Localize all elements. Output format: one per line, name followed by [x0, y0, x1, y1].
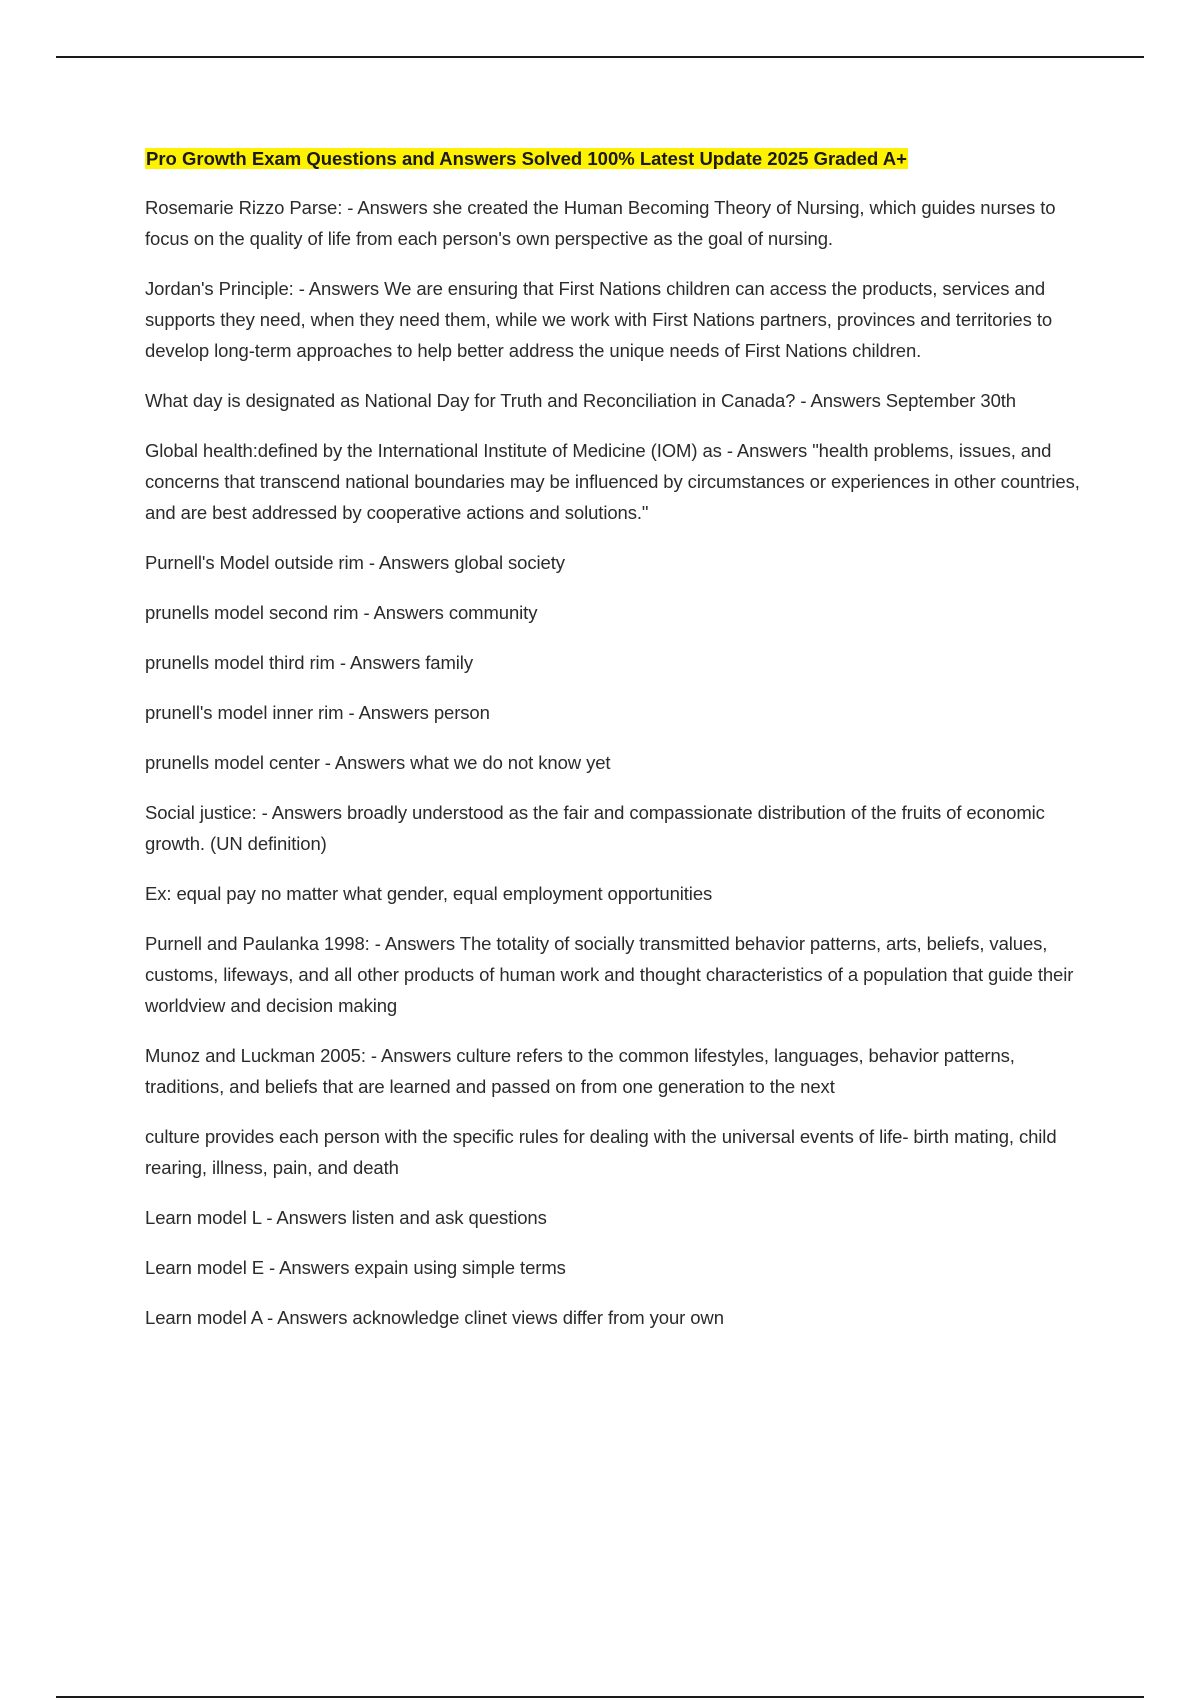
qa-entry: prunells model third rim - Answers family — [145, 652, 473, 673]
qa-entry: Social justice: - Answers broadly understood as the fair and compassionate distribution of the fruits of economic growth. (UN definition) — [145, 802, 1045, 854]
qa-entry: Rosemarie Rizzo Parse: - Answers she created the Human Becoming Theory of Nursing, which guides nurses to focus on the quality of life from each person's own perspective as the goal of nursing. — [145, 197, 1056, 249]
qa-entry: prunells model center - Answers what we do not know yet — [145, 752, 611, 773]
footer-rule — [56, 1696, 1144, 1698]
document-title — [145, 144, 1085, 174]
qa-entry: Learn model L - Answers listen and ask questions — [145, 1207, 547, 1228]
qa-entry: Ex: equal pay no matter what gender, equal employment opportunities — [145, 883, 713, 904]
header-rule — [56, 56, 1144, 58]
qa-entry: Munoz and Luckman 2005: - Answers culture refers to the common lifestyles, languages, behavior patterns, traditions, and beliefs that are learned and passed on from one generation to the next — [145, 1045, 1015, 1097]
qa-entry: Learn model E - Answers expain using simple terms — [145, 1257, 566, 1278]
qa-entry: Purnell's Model outside rim - Answers global society — [145, 552, 565, 573]
qa-entry: Purnell and Paulanka 1998: - Answers The totality of socially transmitted behavior patterns, arts, beliefs, values, customs, lifeways, and all other products of human work and thought characteristics of a population that guide their worldview and decision making — [145, 933, 1074, 1016]
qa-entry: prunell's model inner rim - Answers person — [145, 702, 490, 723]
document-body — [145, 144, 1085, 1352]
qa-entry: Jordan's Principle: - Answers We are ensuring that First Nations children can access the products, services and supports they need, when they need them, while we work with First Nations partners, provinces and territories to develop long-term approaches to help better address the unique needs of First Nations children. — [145, 278, 1053, 361]
qa-entry: Learn model A - Answers acknowledge clinet views differ from your own — [145, 1307, 724, 1328]
document-title-highlight: Pro Growth Exam Questions and Answers Solved 100% Latest Update 2025 Graded A+ — [146, 148, 907, 169]
qa-entry: Global health:defined by the International Institute of Medicine (IOM) as - Answers "health problems, issues, and concerns that transcend national boundaries may be influenced by circumstances or experiences in other countries, and are best addressed by cooperative actions and solutions." — [145, 440, 1080, 523]
qa-entry: What day is designated as National Day for Truth and Reconciliation in Canada? - Answers September 30th — [145, 390, 1016, 411]
qa-entry: prunells model second rim - Answers community — [145, 602, 538, 623]
qa-entry: culture provides each person with the specific rules for dealing with the universal events of life- birth mating, child rearing, illness, pain, and death — [145, 1126, 1057, 1178]
